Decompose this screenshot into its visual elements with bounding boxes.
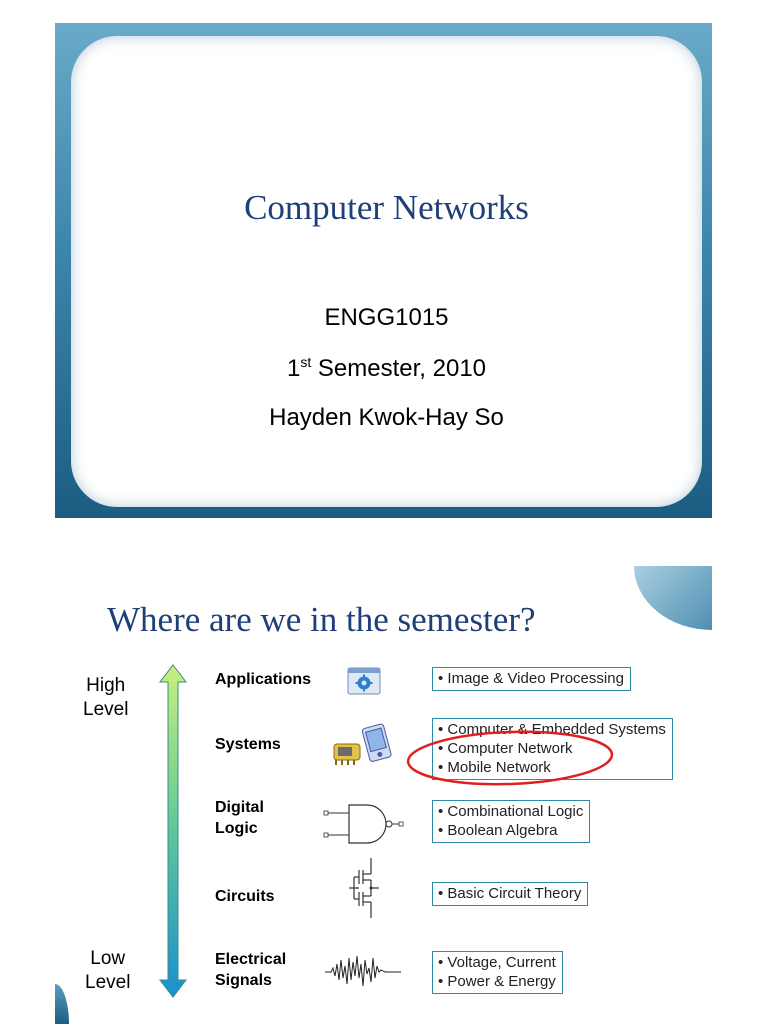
corner-decoration-bottom bbox=[55, 984, 69, 1024]
topic-item: • Computer & Embedded Systems bbox=[438, 721, 666, 738]
author-name: Hayden Kwok-Hay So bbox=[269, 404, 504, 431]
slide-title: Where are we in the semester? bbox=[107, 600, 536, 639]
highlight-ellipse bbox=[406, 729, 618, 789]
row-label-systems: Systems bbox=[215, 736, 281, 753]
topic-item: • Mobile Network bbox=[438, 759, 551, 776]
title-slide bbox=[55, 23, 712, 518]
topic-box-electrical-signals bbox=[432, 951, 563, 994]
overview-slide bbox=[55, 566, 712, 1024]
semester-suffix: st bbox=[300, 354, 312, 370]
high-level-label: High Level bbox=[83, 675, 129, 720]
transistor-icon bbox=[345, 856, 385, 920]
title-slide-card bbox=[71, 36, 702, 507]
topic-item: • Power & Energy bbox=[438, 973, 556, 990]
semester-text: Semester, 2010 bbox=[311, 355, 487, 382]
slide-title: Computer Networks bbox=[244, 188, 529, 227]
and-gate-icon bbox=[321, 803, 405, 845]
semester-line bbox=[71, 354, 702, 383]
topic-item: • Combinational Logic bbox=[438, 803, 584, 820]
semester-ordinal: 1 bbox=[286, 355, 301, 382]
topic-box-circuits bbox=[432, 882, 588, 906]
row-label-electrical-signals: Electrical Signals bbox=[215, 951, 287, 989]
devices-icon bbox=[328, 722, 394, 768]
low-level-label: Low Level bbox=[85, 948, 131, 993]
waveform-icon bbox=[325, 950, 401, 990]
topic-item: • Basic Circuit Theory bbox=[438, 885, 582, 902]
topic-box-digital-logic bbox=[432, 800, 590, 843]
topic-box-applications bbox=[432, 667, 631, 691]
application-window-icon bbox=[347, 667, 381, 695]
topic-item: • Computer Network bbox=[438, 740, 573, 757]
topic-item: • Voltage, Current bbox=[438, 954, 556, 971]
row-label-circuits: Circuits bbox=[215, 888, 275, 905]
row-label-applications: Applications bbox=[215, 671, 312, 688]
level-arrow-icon bbox=[158, 664, 188, 998]
corner-decoration bbox=[634, 566, 712, 630]
row-label-digital-logic: Digital Logic bbox=[215, 799, 264, 837]
topic-item: • Image & Video Processing bbox=[438, 670, 624, 687]
course-code: ENGG1015 bbox=[324, 304, 449, 331]
topic-item: • Boolean Algebra bbox=[438, 822, 558, 839]
